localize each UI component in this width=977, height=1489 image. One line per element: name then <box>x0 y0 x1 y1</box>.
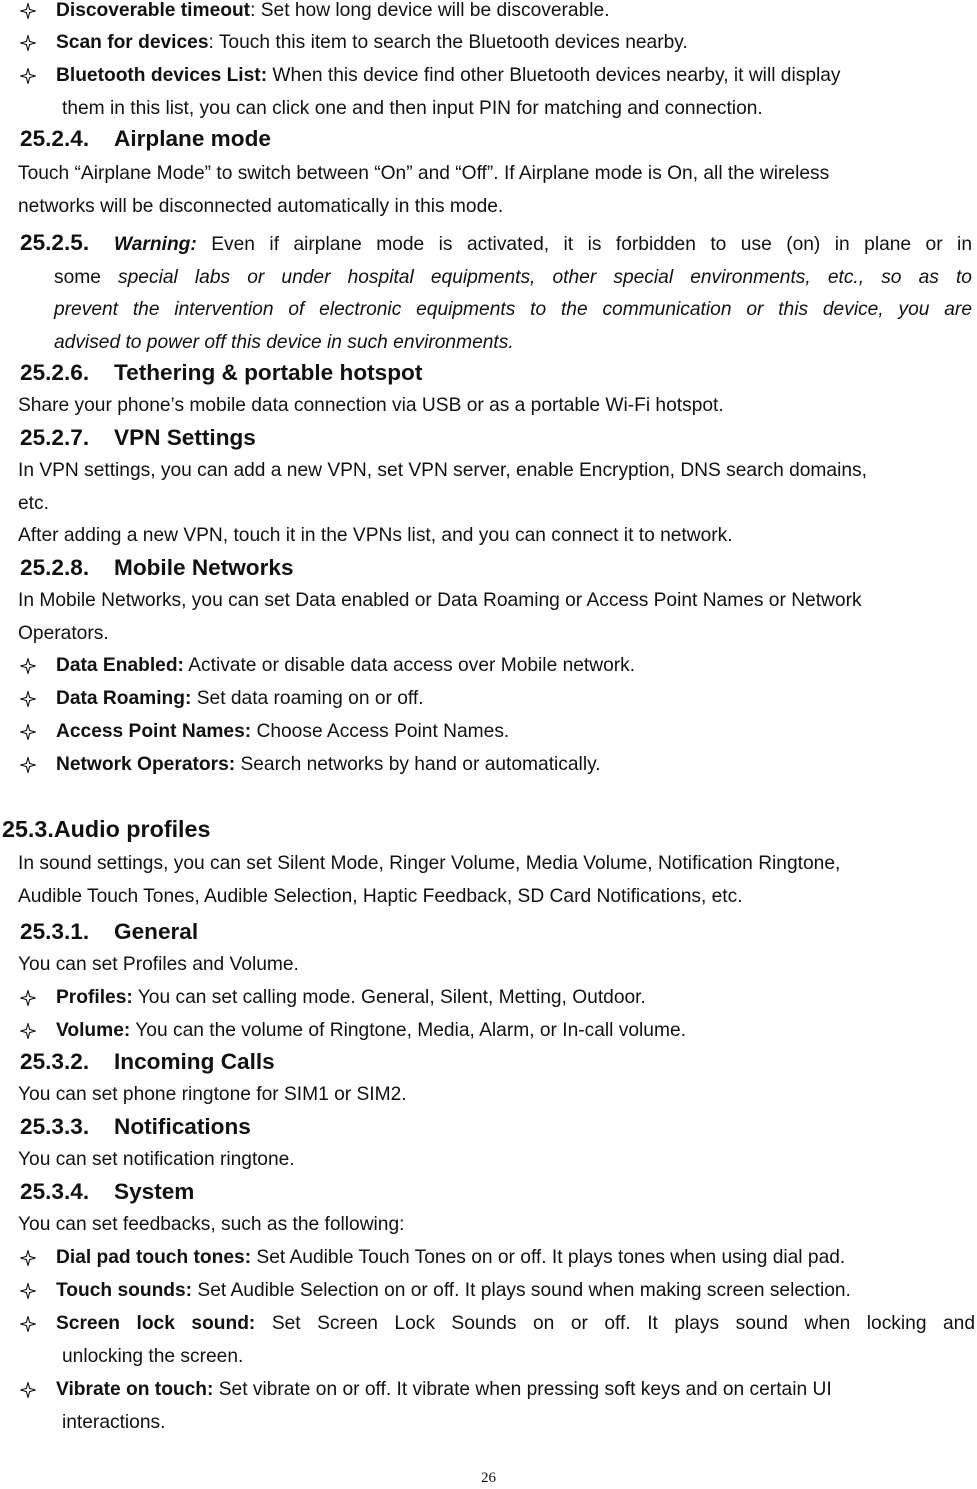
bullet-scan-for-devices <box>20 27 975 60</box>
bullet-term: Screen lock sound: <box>56 1313 256 1334</box>
heading-number: 25.3.1. <box>20 919 90 944</box>
bullet-bluetooth-devices-list <box>20 60 975 125</box>
bullet-text: Set Screen Lock Sounds on or off. It plays sound when locking and <box>255 1313 975 1334</box>
paragraph-general <box>18 949 973 982</box>
heading-number: 25.3.4. <box>20 1179 90 1204</box>
bullet-vibrate-on-touch <box>20 1374 975 1439</box>
paragraph-tethering <box>18 390 973 423</box>
bullet-text: Choose Access Point Names. <box>251 721 510 742</box>
warning-paragraph <box>20 227 972 359</box>
heading-number: 25.2.8. <box>20 555 90 580</box>
bullet-profiles <box>20 982 975 1015</box>
paragraph-line: In sound settings, you can set Silent Mode, Ringer Volume, Media Volume, Notification Ringtone, <box>18 853 841 874</box>
paragraph-airplane-mode <box>18 158 973 223</box>
bullet-text: Set Audible Touch Tones on or off. It plays tones when using dial pad. <box>251 1247 846 1268</box>
heading-number: 25.3.3. <box>20 1114 90 1139</box>
bullet-term: Touch sounds: <box>56 1280 193 1301</box>
bullet-text: Set how long device will be discoverable. <box>255 0 610 21</box>
page-number: 26 <box>481 1470 496 1486</box>
paragraph-notifications <box>18 1144 973 1177</box>
paragraph-line: You can set Profiles and Volume. <box>18 954 299 975</box>
bullet-text: Set Audible Selection on or off. It plays sound when making screen selection. <box>192 1280 851 1301</box>
bullet-term: Volume: <box>56 1020 131 1041</box>
heading-title: Airplane mode <box>114 126 271 151</box>
paragraph-incoming-calls <box>18 1079 973 1112</box>
paragraph-line: etc. <box>18 492 49 514</box>
paragraph-line: You can set phone ringtone for SIM1 or SIM2. <box>18 1084 407 1105</box>
heading-notifications <box>20 1112 251 1142</box>
heading-number: 25.3. <box>2 816 54 842</box>
four-point-star-icon <box>20 716 46 748</box>
paragraph-mobile-networks <box>18 585 973 650</box>
four-point-star-icon <box>20 1275 46 1307</box>
bullet-continuation: unlocking the screen. <box>62 1345 244 1367</box>
paragraph-line: networks will be disconnected automatically in this mode. <box>18 195 504 217</box>
bullet-network-operators <box>20 749 975 782</box>
bullet-sep: : <box>208 32 214 53</box>
bullet-text: Touch this item to search the Bluetooth devices nearby. <box>213 32 688 53</box>
paragraph-line: In VPN settings, you can add a new VPN, set VPN server, enable Encryption, DNS search domains, <box>18 460 867 481</box>
four-point-star-icon <box>20 60 46 92</box>
bullet-term: Discoverable timeout <box>56 0 251 21</box>
bullet-term: Access Point Names: <box>56 721 252 742</box>
bullet-text: You can set calling mode. General, Silent, Metting, Outdoor. <box>132 987 646 1008</box>
bullet-touch-sounds <box>20 1275 975 1308</box>
heading-number: 25.2.5. <box>20 230 90 255</box>
paragraph-line: Audible Touch Tones, Audible Selection, Haptic Feedback, SD Card Notifications, etc. <box>18 885 743 907</box>
bullet-screen-lock-sound <box>20 1308 975 1373</box>
heading-airplane-mode <box>20 124 271 154</box>
paragraph-system <box>18 1209 973 1242</box>
heading-title: Incoming Calls <box>114 1049 275 1074</box>
bullet-sep: : <box>250 0 256 21</box>
paragraph-line: You can set feedbacks, such as the following: <box>18 1214 405 1235</box>
paragraph-audio-profiles <box>18 848 973 913</box>
four-point-star-icon <box>20 650 46 682</box>
heading-title: General <box>114 919 199 944</box>
heading-number: 25.2.4. <box>20 126 90 151</box>
warning-label: Warning: <box>114 234 197 255</box>
warning-text: some <box>54 266 119 288</box>
bullet-text: When this device find other Bluetooth devices nearby, it will display <box>267 65 841 86</box>
heading-audio-profiles <box>2 814 210 844</box>
paragraph-line: Touch “Airplane Mode” to switch between “On” and “Off”. If Airplane mode is On, all the wireless <box>18 163 830 184</box>
paragraph-line: In Mobile Networks, you can set Data enabled or Data Roaming or Access Point Names or Network <box>18 590 862 611</box>
bullet-term: Profiles: <box>56 987 133 1008</box>
four-point-star-icon <box>20 1308 46 1340</box>
heading-tethering <box>20 358 422 388</box>
paragraph-line: You can set notification ringtone. <box>18 1149 295 1170</box>
warning-text: prevent the intervention of electronic equipments to the communication or this device, you are <box>54 299 972 320</box>
heading-system <box>20 1177 194 1207</box>
bullet-text: Set data roaming on or off. <box>191 688 424 709</box>
bullet-access-point-names <box>20 716 975 749</box>
bullet-data-enabled <box>20 650 975 683</box>
heading-incoming-calls <box>20 1047 275 1077</box>
heading-title: Mobile Networks <box>114 555 294 580</box>
bullet-term: Network Operators: <box>56 754 236 775</box>
four-point-star-icon <box>20 0 46 27</box>
warning-text: special labs or under hospital equipments, other special environments, etc., so as to <box>118 266 972 288</box>
four-point-star-icon <box>20 27 46 59</box>
four-point-star-icon <box>20 1015 46 1047</box>
heading-number: 25.2.6. <box>20 360 90 385</box>
bullet-text: Activate or disable data access over Mobile network. <box>183 655 636 676</box>
heading-general <box>20 917 198 947</box>
bullet-term: Dial pad touch tones: <box>56 1247 252 1268</box>
bullet-term: Bluetooth devices List: <box>56 65 268 86</box>
heading-title: System <box>114 1179 195 1204</box>
bullet-term: Data Roaming: <box>56 688 192 709</box>
bullet-term: Data Enabled: <box>56 655 184 676</box>
warning-text: Even if airplane mode is activated, it is forbidden to use (on) in plane or in <box>196 234 972 255</box>
heading-number: 25.2.7. <box>20 425 90 450</box>
paragraph-line: Share your phone’s mobile data connection via USB or as a portable Wi-Fi hotspot. <box>18 395 724 416</box>
paragraph-vpn-settings <box>18 455 973 553</box>
heading-number: 25.3.2. <box>20 1049 90 1074</box>
bullet-text: Set vibrate on or off. It vibrate when pressing soft keys and on certain UI <box>213 1379 832 1400</box>
bullet-text: Search networks by hand or automatically. <box>235 754 601 775</box>
bullet-volume <box>20 1015 975 1048</box>
bullet-data-roaming <box>20 683 975 716</box>
heading-vpn-settings <box>20 423 256 453</box>
bullet-dial-pad-touch-tones <box>20 1242 975 1275</box>
warning-text: advised to power off this device in such environments. <box>54 331 514 353</box>
heading-title: Tethering & portable hotspot <box>114 360 423 385</box>
four-point-star-icon <box>20 749 46 781</box>
heading-mobile-networks <box>20 553 294 583</box>
bullet-text: You can the volume of Ringtone, Media, Alarm, or In-call volume. <box>130 1020 686 1041</box>
paragraph-line: After adding a new VPN, touch it in the VPNs list, and you can connect it to network. <box>18 525 733 546</box>
bullet-discoverable-timeout <box>20 0 975 28</box>
four-point-star-icon <box>20 1242 46 1274</box>
bullet-term: Vibrate on touch: <box>56 1379 214 1400</box>
heading-title: Audio profiles <box>53 816 211 842</box>
heading-title: Notifications <box>114 1114 251 1139</box>
bullet-term: Scan for devices <box>56 32 209 53</box>
four-point-star-icon <box>20 982 46 1014</box>
paragraph-line: Operators. <box>18 622 109 644</box>
four-point-star-icon <box>20 683 46 715</box>
bullet-continuation: them in this list, you can click one and then input PIN for matching and connection. <box>62 97 763 119</box>
four-point-star-icon <box>20 1374 46 1406</box>
heading-title: VPN Settings <box>114 425 256 450</box>
bullet-continuation: interactions. <box>62 1411 166 1433</box>
